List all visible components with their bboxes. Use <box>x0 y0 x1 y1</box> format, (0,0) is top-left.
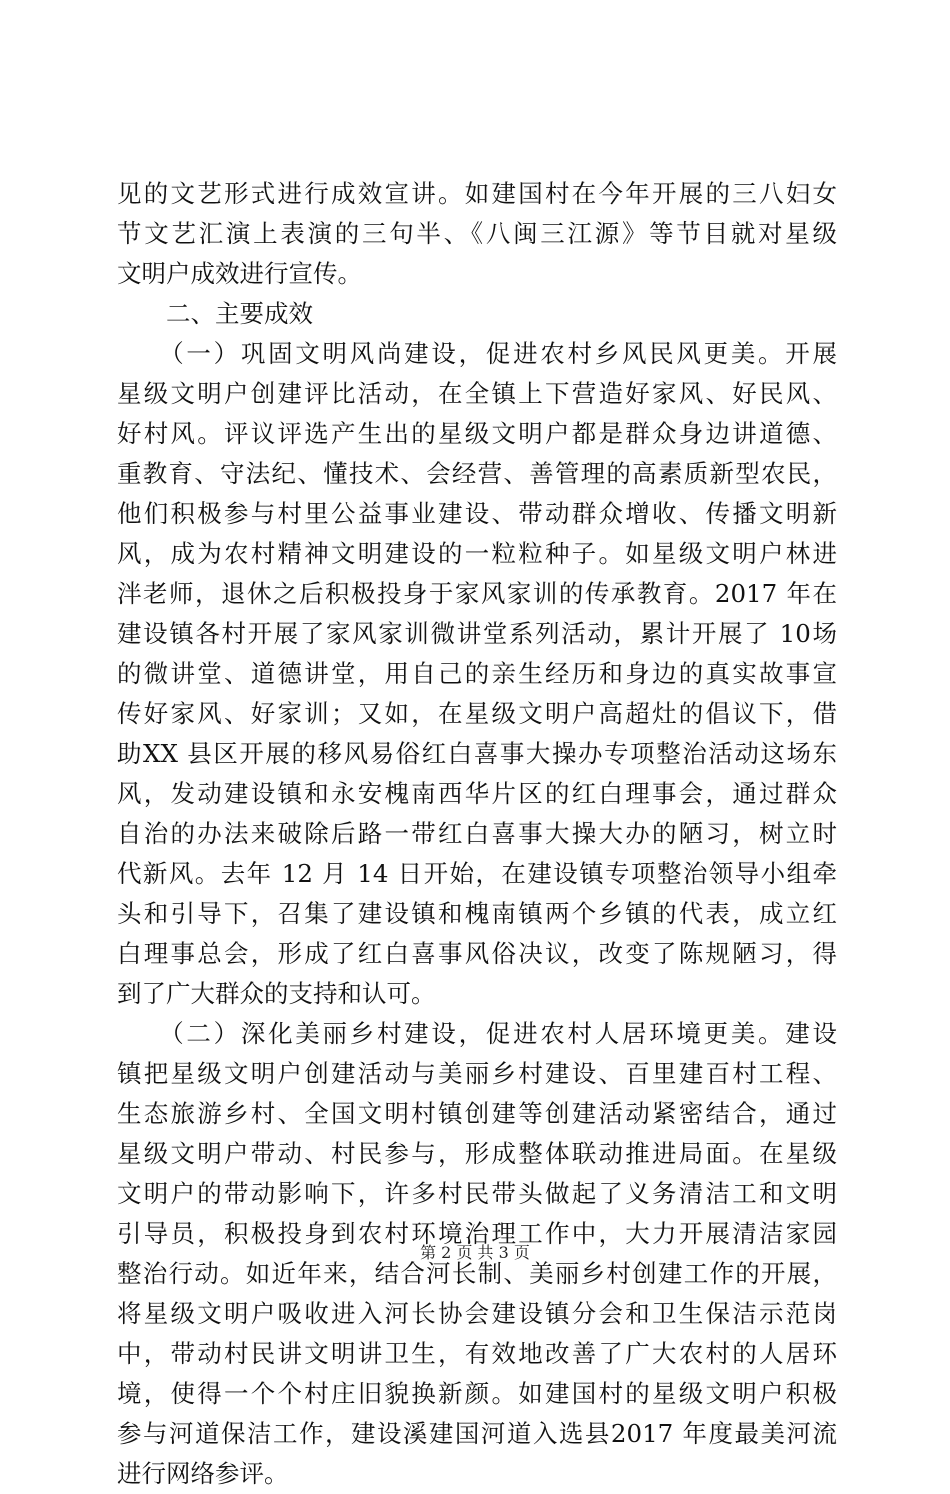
text-line: 将星级文明户吸收进入河长协会建设镇分会和卫生保洁示范岗 <box>117 1299 837 1328</box>
text-line: 进行网络参评。 <box>117 1459 289 1488</box>
text-line: 传好家风、好家训；又如，在星级文明户高超灶的倡议下，借 <box>117 699 837 728</box>
text-line: 自治的办法来破除后路一带红白喜事大操大办的陋习，树立时 <box>117 819 837 848</box>
text-line: 生态旅游乡村、全国文明村镇创建等创建活动紧密结合，通过 <box>117 1099 837 1128</box>
text-line: 泮老师，退休之后积极投身于家风家训的传承教育。2017 年在 <box>117 579 837 608</box>
page-number-footer: 第 2 页 共 3 页 <box>420 1243 530 1262</box>
text-line: 引导员，积极投身到农村环境治理工作中，大力开展清洁家园 <box>117 1219 837 1248</box>
body-text <box>117 174 837 1494</box>
text-line: 头和引导下，召集了建设镇和槐南镇两个乡镇的代表，成立红 <box>117 899 837 928</box>
text-line: 见的文艺形式进行成效宣讲。如建国村在今年开展的三八妇女 <box>117 179 837 208</box>
text-line: 好村风。评议评选产生出的星级文明户都是群众身边讲道德、 <box>117 419 837 448</box>
text-line: 建设镇各村开展了家风家训微讲堂系列活动，累计开展了 10场 <box>117 619 837 648</box>
section-heading: 二、主要成效 <box>117 299 313 328</box>
text-line: 的微讲堂、道德讲堂，用自己的亲生经历和身边的真实故事宣 <box>117 659 837 688</box>
text-line: 助XX 县区开展的移风易俗红白喜事大操办专项整治活动这场东 <box>117 739 837 768</box>
text-line: 整治行动。如近年来，结合河长制、美丽乡村创建工作的开展， <box>117 1259 837 1288</box>
text-line: （一）巩固文明风尚建设，促进农村乡风民风更美。开展 <box>117 339 837 368</box>
text-line: 风，发动建设镇和永安槐南西华片区的红白理事会，通过群众 <box>117 779 837 808</box>
text-line: 参与河道保洁工作，建设溪建国河道入选县2017 年度最美河流 <box>117 1419 837 1448</box>
text-line: 镇把星级文明户创建活动与美丽乡村建设、百里建百村工程、 <box>117 1059 837 1088</box>
text-line: 他们积极参与村里公益事业建设、带动群众增收、传播文明新 <box>117 499 837 528</box>
text-line: 中，带动村民讲文明讲卫生，有效地改善了广大农村的人居环 <box>117 1339 837 1368</box>
text-line: 文明户成效进行宣传。 <box>117 259 362 288</box>
text-line: 白理事总会，形成了红白喜事风俗决议，改变了陈规陋习，得 <box>117 939 837 968</box>
text-line: 星级文明户创建评比活动，在全镇上下营造好家风、好民风、 <box>117 379 837 408</box>
text-line: 代新风。去年 12 月 14 日开始，在建设镇专项整治领导小组牵 <box>117 859 837 888</box>
text-line: 星级文明户带动、村民参与，形成整体联动推进局面。在星级 <box>117 1139 837 1168</box>
text-line: 节文艺汇演上表演的三句半、《八闽三江源》等节目就对星级 <box>117 219 837 248</box>
text-line: 重教育、守法纪、懂技术、会经营、善管理的高素质新型农民， <box>117 459 837 488</box>
text-line: 风，成为农村精神文明建设的一粒粒种子。如星级文明户林进 <box>117 539 837 568</box>
text-line: 境，使得一个个村庄旧貌换新颜。如建国村的星级文明户积极 <box>117 1379 837 1408</box>
text-line: 到了广大群众的支持和认可。 <box>117 979 436 1008</box>
text-line: （二）深化美丽乡村建设，促进农村人居环境更美。建设 <box>117 1019 837 1048</box>
text-line: 文明户的带动影响下，许多村民带头做起了义务清洁工和文明 <box>117 1179 837 1208</box>
